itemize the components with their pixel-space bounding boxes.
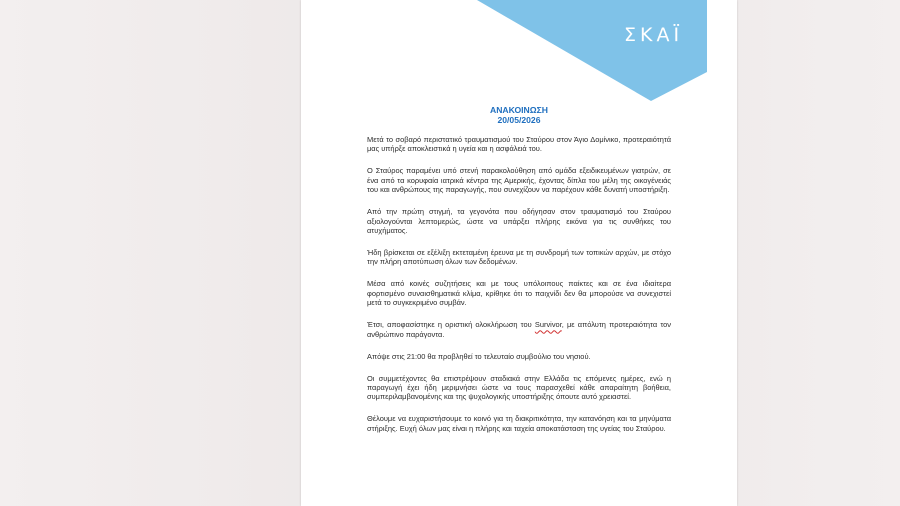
survivor-word: Survivor <box>534 320 562 330</box>
document-page <box>301 0 737 506</box>
paragraph-3: Από την πρώτη στιγμή, τα γεγονότα που οδήγησαν στον τραυματισμό του Σταύρου αξιολογούνται λεπτομερώς, ώστε να υπάρξει πλήρης εικόνα για τις συνθήκες του ατυχήματος. <box>367 207 671 236</box>
paragraph-9: Θέλουμε να ευχαριστήσουμε το κοινό για τη διακριτικότητα, την κατανόηση και τα μηνύματα στήριξης. Ευχή όλων μας είναι η πλήρης και ταχεία αποκατάσταση της υγείας του Σταύρου. <box>367 414 671 433</box>
announcement-date: 20/05/2026 <box>497 115 541 125</box>
paragraph-7: Απόψε στις 21:00 θα προβληθεί το τελευταίο συμβούλιο του νησιού. <box>367 351 591 361</box>
paragraph-6 <box>367 320 671 339</box>
paragraph-6-end: , με απόλυτη προτεραιότητα τον ανθρώπινο παράγοντα. <box>367 320 672 339</box>
paragraph-2: Ο Σταύρος παραμένει υπό στενή παρακολούθηση από ομάδα εξειδικευμένων γιατρών, σε ένα από τα κορυφαία ιατρικά κέντρα της Αμερικής, έχοντας δίπλα του μέλη της οικογένειάς του και ανθρώπους της παραγωγής, που συνεχίζουν να παρέχουν κάθε δυνατή υποστήριξη. <box>367 166 671 195</box>
header-banner <box>301 0 737 110</box>
skai-logo: ΣΚΑΪ <box>624 24 684 46</box>
announcement-heading <box>301 105 737 125</box>
announcement-title: ΑΝΑΚΟΙΝΩΣΗ <box>490 105 548 115</box>
paragraph-1: Μετά το σοβαρό περιστατικό τραυματισμού του Σταύρου στον Άγιο Δομίνικο, προτεραιότητά μας υπήρξε αποκλειστικά η υγεία και η ασφάλειά του. <box>367 135 671 154</box>
banner-shape <box>477 0 707 101</box>
paragraph-4: Ήδη βρίσκεται σε εξέλιξη εκτεταμένη έρευνα με τη συνδρομή των τοπικών αρχών, με στόχο την πλήρη αποτύπωση όλων των δεδομένων. <box>367 248 671 267</box>
announcement-body <box>367 135 671 446</box>
paragraph-5: Μέσα από κοινές συζητήσεις και με τους υπόλοιπους παίκτες και σε ένα ιδιαίτερα φορτισμένο συναισθηματικά κλίμα, κρίθηκε ότι το παιχνίδι δεν θα μπορούσε να συνεχιστεί μετά το συγκεκριμένο συμβάν. <box>367 279 671 308</box>
paragraph-8: Οι συμμετέχοντες θα επιστρέψουν σταδιακά στην Ελλάδα τις επόμενες ημέρες, ενώ η παραγωγή έχει ήδη μεριμνήσει ώστε να τους παρασχεθεί κάθε απαραίτητη βοήθεια, συμπεριλαμβανομένης και της ψυχολογικής υποστήριξης όπουτε αυτό χρειαστεί. <box>367 373 671 402</box>
paragraph-6-start: Έτσι, αποφασίστηκε η οριστική ολοκλήρωση του <box>367 320 535 330</box>
